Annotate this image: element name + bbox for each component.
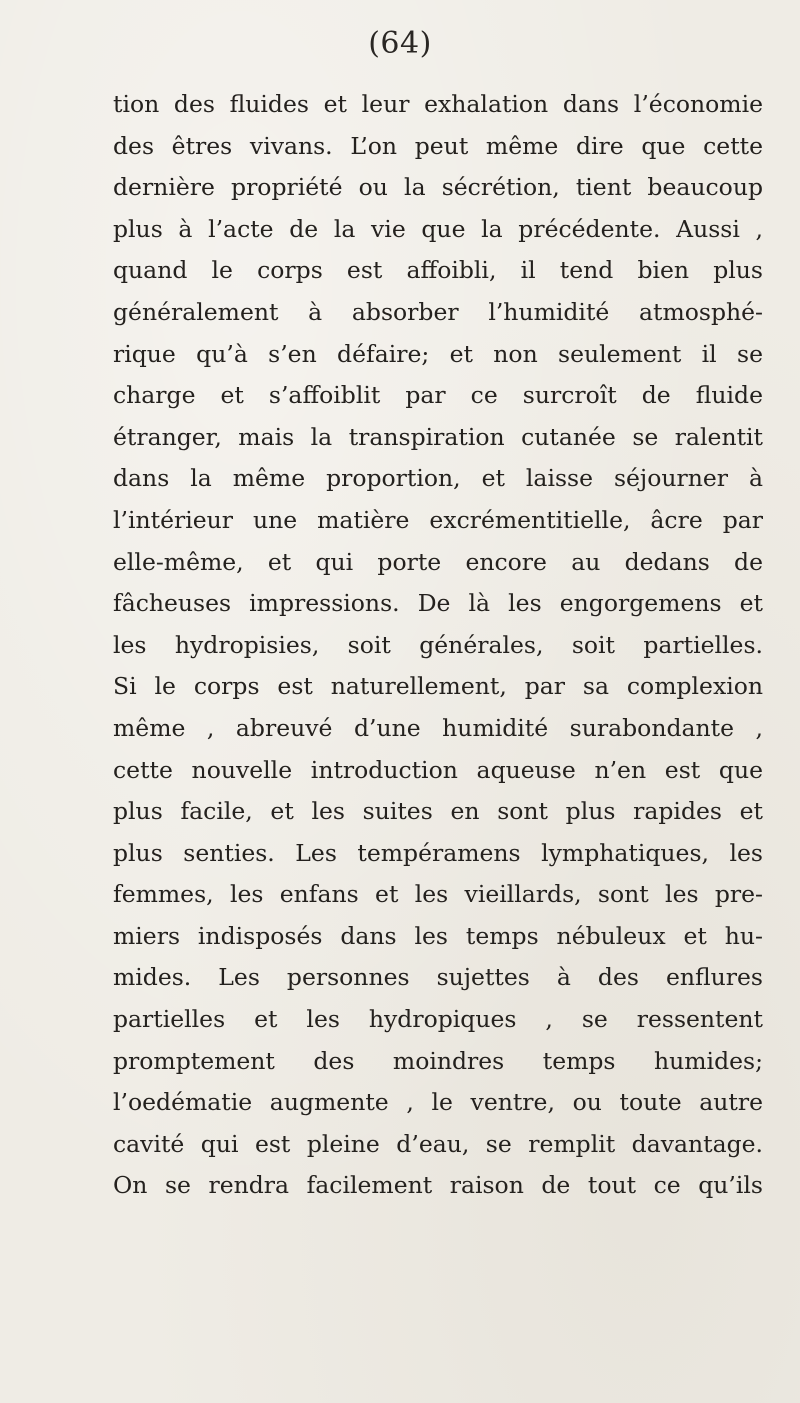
text-line: elle-même, et qui porte encore au dedans de bbox=[113, 547, 763, 576]
text-line: promptement des moindres temps humides; bbox=[113, 1046, 763, 1075]
text-line: même , abreuvé d’une humidité surabondante , bbox=[113, 713, 763, 742]
text-line: étranger, mais la transpiration cutanée se ralentit bbox=[113, 422, 763, 451]
text-line: fâcheuses impressions. De là les engorgemens et bbox=[113, 589, 763, 618]
text-line: les hydropisies, soit générales, soit partielles. bbox=[113, 630, 763, 659]
text-line: cavité qui est pleine d’eau, se remplit davantage. bbox=[113, 1129, 763, 1158]
text-line: dernière propriété ou la sécrétion, tient beaucoup bbox=[113, 173, 763, 202]
text-line: cette nouvelle introduction aqueuse n’en est que bbox=[113, 755, 763, 784]
text-line: plus senties. Les tempéramens lymphatiques, les bbox=[113, 838, 763, 867]
text-line: des êtres vivans. L’on peut même dire que cette bbox=[113, 131, 763, 160]
text-line: partielles et les hydropiques , se ressentent bbox=[113, 1005, 763, 1034]
text-line: quand le corps est affoibli, il tend bien plus bbox=[113, 256, 763, 285]
text-line: plus à l’acte de la vie que la précédente. Aussi , bbox=[113, 214, 763, 243]
text-line: charge et s’affoiblit par ce surcroît de fluide bbox=[113, 381, 763, 410]
text-line: miers indisposés dans les temps nébuleux et hu- bbox=[113, 921, 763, 950]
text-line: femmes, les enfans et les vieillards, sont les pre- bbox=[113, 880, 763, 909]
text-line: l’oedématie augmente , le ventre, ou toute autre bbox=[113, 1088, 763, 1117]
text-line: Si le corps est naturellement, par sa complexion bbox=[113, 672, 763, 701]
text-line: mides. Les personnes sujettes à des enflures bbox=[113, 963, 763, 992]
text-line: généralement à absorber l’humidité atmosphé- bbox=[113, 297, 763, 326]
page-number: (64) bbox=[368, 26, 432, 61]
body-text bbox=[113, 84, 763, 1207]
text-line: rique qu’à s’en défaire; et non seulement il se bbox=[113, 339, 763, 368]
text-line: On se rendra facilement raison de tout ce qu’ils bbox=[113, 1171, 763, 1200]
text-line: dans la même proportion, et laisse séjourner à bbox=[113, 464, 763, 493]
text-line: tion des fluides et leur exhalation dans l’économie bbox=[113, 90, 763, 118]
text-line: plus facile, et les suites en sont plus rapides et bbox=[113, 797, 763, 826]
text-line: l’intérieur une matière excrémentitielle, âcre par bbox=[113, 505, 763, 534]
